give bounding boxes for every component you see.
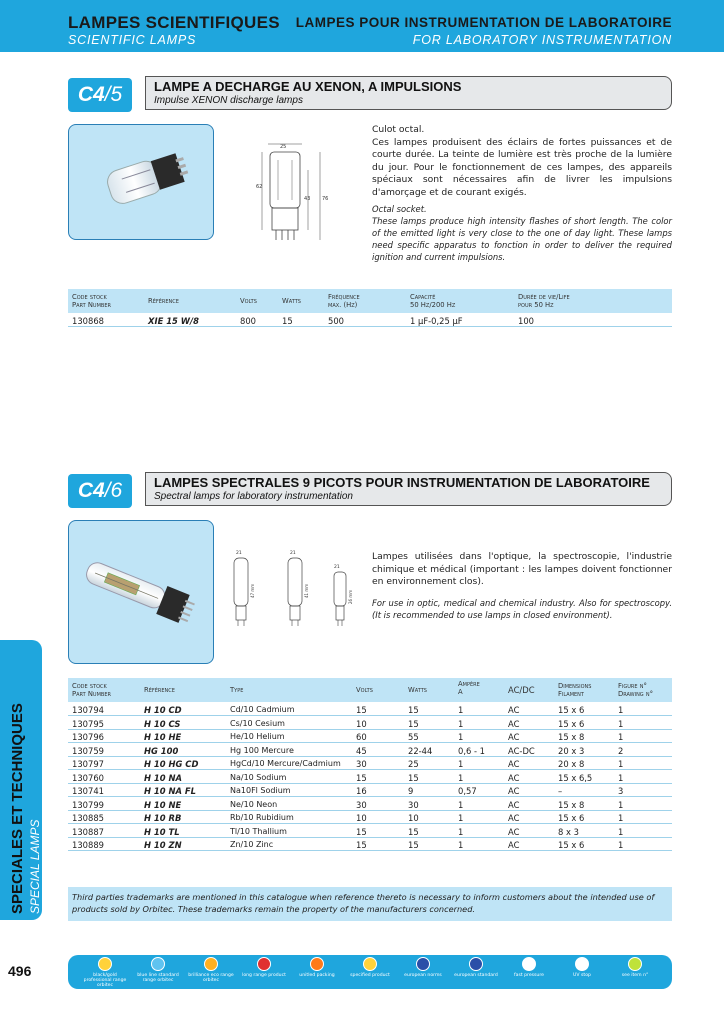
cell-dims: 15 x 6 xyxy=(558,705,585,715)
cell-type: Hg 100 Mercure xyxy=(230,745,294,755)
legend-badge-icon xyxy=(204,957,218,971)
footer-legend-item xyxy=(610,957,660,978)
cell-dims: 8 x 3 xyxy=(558,826,579,837)
cell-fig: 1 xyxy=(618,799,624,810)
cell-ref: H 10 CS xyxy=(144,718,181,729)
th-freq: Fréquence max. (Hz) xyxy=(328,293,360,309)
cell-volts: 60 xyxy=(356,732,367,742)
th-cap: Capacité 50 Hz/200 Hz xyxy=(410,293,456,309)
legend-badge-icon xyxy=(151,957,165,971)
cell-code: 130885 xyxy=(72,813,104,823)
th-ref: Référence xyxy=(148,297,179,305)
header-title-fr: LAMPES SCIENTIFIQUES xyxy=(68,13,280,32)
dim-h1: 62 xyxy=(256,184,263,190)
cell-life: 100 xyxy=(518,316,534,326)
cell-amps: 0,57 xyxy=(458,786,477,796)
product-photo-spectral xyxy=(68,520,214,664)
cell-ref: H 10 NA FL xyxy=(144,786,196,796)
footer-legend-item xyxy=(398,957,448,978)
cell-type: Na/10 Sodium xyxy=(230,772,287,782)
cell-fig: 1 xyxy=(618,826,624,837)
cell-fig: 1 xyxy=(618,813,624,823)
cell-dims: 15 x 6,5 xyxy=(558,772,593,783)
legend-label: black/gold professional range orbitec xyxy=(83,973,127,988)
cell-code: 130889 xyxy=(72,840,104,850)
cell-amps: 1 xyxy=(458,705,464,715)
th-dims: Dimensions Filament xyxy=(558,682,592,698)
cell-dims: 20 x 3 xyxy=(558,745,585,756)
spectral-lamp-image xyxy=(69,521,214,664)
cell-code: 130794 xyxy=(72,705,104,715)
cell-fig: 1 xyxy=(618,732,624,742)
cell-code: 130796 xyxy=(72,732,104,742)
footer-legend-item xyxy=(345,957,395,978)
legend-label: UV stop xyxy=(573,973,591,978)
section-badge-c4-5 xyxy=(68,78,132,112)
desc-fr: Lampes utilisées dans l'optique, la spectroscopie, l'industrie chimique et médical (important : les lampes doivent fonctionner en environnement clos). xyxy=(372,551,672,587)
cell-watts: 30 xyxy=(408,799,419,810)
cell-watts: 15 xyxy=(408,772,419,783)
cell-code: 130795 xyxy=(72,718,104,729)
cell-acdc: AC-DC xyxy=(508,745,535,756)
th-watts: Watts xyxy=(282,297,301,305)
th-fig: Figure n° Drawing n° xyxy=(618,682,653,698)
th-volts: Volts xyxy=(356,686,373,694)
cell-code: 130760 xyxy=(72,772,104,783)
section-title-fr: LAMPE A DECHARGE AU XENON, A IMPULSIONS xyxy=(154,79,462,94)
footer-legend-item xyxy=(557,957,607,978)
cell-amps: 1 xyxy=(458,759,464,769)
cell-amps: 0,6 - 1 xyxy=(458,745,485,756)
dim-width: 25 xyxy=(280,144,287,150)
cell-fig: 1 xyxy=(618,772,624,783)
th-amps: Ampère A xyxy=(458,680,480,696)
section-title-box xyxy=(145,472,672,506)
cell-watts: 10 xyxy=(408,813,419,823)
side-tab-fr: SPECIALES ET TECHNIQUES xyxy=(9,703,26,914)
legend-label: brilliance eco range orbitec xyxy=(188,973,234,983)
footer-legend-item xyxy=(80,957,130,988)
cell-watts: 15 xyxy=(282,316,293,326)
cell-type: He/10 Helium xyxy=(230,732,285,741)
cell-type: Zn/10 Zinc xyxy=(230,840,274,849)
table1-header xyxy=(68,289,672,313)
xenon-technical-drawing xyxy=(246,140,336,256)
desc-fr: Culot octal. Ces lampes produisent des éclairs de fortes puissances et de courte durée. La teinte de lumière est très proche de la lumière du jour. Pour le fonctionnement de ces lampes, des appareils spéciaux sont nécessaires afin de livrer les impulsions d'amorçage et de courant exigés. xyxy=(372,124,672,198)
header-title-en: SCIENTIFIC LAMPS xyxy=(68,33,197,47)
cell-acdc: AC xyxy=(508,786,520,796)
cell-ref: HG 100 xyxy=(144,745,179,756)
table-row xyxy=(68,825,672,838)
cell-dims: 15 x 6 xyxy=(558,813,585,823)
desc-en: Octal socket. These lamps produce high intensity flashes of short length. The color of the emitted light is very close to the one of day light. These lamps need specific apparatus to fonction in order to deliver the required ignition and current impulsions. xyxy=(372,204,672,262)
legend-label: long range product xyxy=(242,973,286,978)
cell-fig: 1 xyxy=(618,718,624,729)
legend-label: european standard xyxy=(454,973,498,978)
cell-dims: 15 x 6 xyxy=(558,840,585,850)
product-photo-xenon xyxy=(68,124,214,240)
legend-label: specified product xyxy=(350,973,390,978)
section-title-en: Spectral lamps for laboratory instrumentation xyxy=(154,491,353,502)
cell-volts: 30 xyxy=(356,759,367,769)
cell-code: 130868 xyxy=(72,316,104,326)
cell-type: Rb/10 Rubidium xyxy=(230,813,294,822)
cell-code: 130887 xyxy=(72,826,104,837)
dim-c: 21 xyxy=(334,565,340,570)
page-header xyxy=(0,0,724,52)
cell-amps: 1 xyxy=(458,826,464,837)
cell-volts: 16 xyxy=(356,786,367,796)
cell-acdc: AC xyxy=(508,759,520,769)
cell-amps: 1 xyxy=(458,718,464,729)
cell-type: Tl/10 Thallium xyxy=(230,826,287,836)
cell-watts: 9 xyxy=(408,786,414,796)
legend-label: unitled packing xyxy=(299,973,335,978)
cell-fig: 1 xyxy=(618,759,624,769)
th-code: Code stock Part Number xyxy=(72,682,111,698)
legend-label: european norms xyxy=(404,973,442,978)
cell-fig: 3 xyxy=(618,786,624,796)
cell-fig: 2 xyxy=(618,745,624,756)
legend-badge-icon xyxy=(363,957,377,971)
table-row xyxy=(68,798,672,811)
side-tab-en: SPECIAL LAMPS xyxy=(28,819,42,914)
legend-badge-icon xyxy=(416,957,430,971)
cell-ref: H 10 HG CD xyxy=(144,759,199,769)
cell-type: HgCd/10 Mercure/Cadmium xyxy=(230,759,341,768)
dim-h2: 43 xyxy=(304,196,311,202)
legend-badge-icon xyxy=(469,957,483,971)
header-subtitle-en: FOR LABORATORY INSTRUMENTATION xyxy=(412,33,672,47)
cell-volts: 30 xyxy=(356,799,367,810)
cell-cap: 1 µF-0,25 µF xyxy=(410,316,463,326)
cell-freq: 500 xyxy=(328,316,344,326)
table-row xyxy=(68,757,672,770)
cell-ref: H 10 HE xyxy=(144,732,182,742)
cell-type: Ne/10 Neon xyxy=(230,799,278,809)
table-row xyxy=(68,811,672,824)
cell-volts: 15 xyxy=(356,772,367,783)
table-row xyxy=(68,314,672,327)
footer-legend-item xyxy=(504,957,554,978)
cell-ref: H 10 RB xyxy=(144,813,182,823)
dim-f: 26 mm xyxy=(348,589,353,604)
legend-label: fast pressure xyxy=(514,973,544,978)
cell-dims: 15 x 6 xyxy=(558,718,585,729)
table-row xyxy=(68,717,672,730)
section-title-en: Impulse XENON discharge lamps xyxy=(154,95,303,106)
badge-num: /6 xyxy=(104,479,123,502)
section2-description xyxy=(372,551,672,621)
cell-acdc: AC xyxy=(508,799,520,810)
th-acdc: AC/DC xyxy=(508,685,535,695)
legend-badge-icon xyxy=(628,957,642,971)
th-life: Durée de vie/Life pour 50 Hz xyxy=(518,293,570,309)
legend-label: see item n° xyxy=(621,973,649,978)
footer-legend-bar xyxy=(68,955,672,989)
cell-code: 130741 xyxy=(72,786,104,796)
cell-volts: 15 xyxy=(356,826,367,837)
badge-code: C4 xyxy=(77,479,105,502)
cell-watts: 15 xyxy=(408,705,419,715)
legend-badge-icon xyxy=(522,957,536,971)
cell-ref: H 10 NA xyxy=(144,772,182,783)
table-row xyxy=(68,838,672,851)
footer-legend-item xyxy=(292,957,342,978)
page-number: 496 xyxy=(8,963,32,979)
badge-code: C4 xyxy=(77,83,105,106)
cell-code: 130797 xyxy=(72,759,104,769)
cell-volts: 800 xyxy=(240,316,256,326)
th-ref: Référence xyxy=(144,686,175,694)
cell-amps: 1 xyxy=(458,732,464,742)
th-watts: Watts xyxy=(408,686,427,694)
footer-legend-item xyxy=(451,957,501,978)
section-badge-c4-6 xyxy=(68,474,132,508)
cell-dims: 15 x 8 xyxy=(558,799,585,810)
cell-ref: H 10 TL xyxy=(144,826,180,837)
cell-type: Cd/10 Cadmium xyxy=(230,705,295,714)
legend-badge-icon xyxy=(310,957,324,971)
legend-badge-icon xyxy=(575,957,589,971)
cell-code: 130799 xyxy=(72,799,104,810)
cell-ref: XIE 15 W/8 xyxy=(148,316,199,326)
cell-code: 130759 xyxy=(72,745,104,756)
footer-legend-item xyxy=(239,957,289,978)
cell-volts: 15 xyxy=(356,705,367,715)
legend-badge-icon xyxy=(257,957,271,971)
spectral-technical-drawings xyxy=(224,548,364,634)
cell-type: Na10Fl Sodium xyxy=(230,786,291,795)
side-category-tab xyxy=(0,640,42,920)
cell-watts: 15 xyxy=(408,826,419,837)
cell-acdc: AC xyxy=(508,840,520,850)
footer-legend-item xyxy=(133,957,183,983)
cell-volts: 45 xyxy=(356,745,367,756)
cell-acdc: AC xyxy=(508,705,520,715)
desc-en: For use in optic, medical and chemical industry. Also for spectroscopy. (It is recommended to use lamps in closed environment). xyxy=(372,597,672,620)
dim-e: 41 mm xyxy=(304,583,309,598)
legend-badge-icon xyxy=(98,957,112,971)
cell-volts: 10 xyxy=(356,718,367,729)
table-row xyxy=(68,703,672,716)
th-volts: Volts xyxy=(240,297,257,305)
footer-legend-item xyxy=(186,957,236,983)
cell-dims: – xyxy=(558,786,563,796)
table-row xyxy=(68,744,672,757)
section-title-fr: LAMPES SPECTRALES 9 PICOTS POUR INSTRUMENTATION DE LABORATOIRE xyxy=(154,475,650,490)
cell-amps: 1 xyxy=(458,772,464,783)
table-row xyxy=(68,730,672,743)
cell-ref: H 10 CD xyxy=(144,705,182,715)
th-type: Type xyxy=(230,686,244,694)
legend-label: blue line standard range orbitec xyxy=(137,973,179,983)
section1-description xyxy=(372,124,672,263)
xenon-lamp-image xyxy=(69,125,214,240)
table-row xyxy=(68,771,672,784)
cell-volts: 10 xyxy=(356,813,367,823)
cell-amps: 1 xyxy=(458,840,464,850)
dim-d: 47 mm xyxy=(250,583,255,598)
table-row xyxy=(68,784,672,797)
th-code: Code stock Part Number xyxy=(72,293,111,309)
cell-acdc: AC xyxy=(508,732,520,742)
header-subtitle-fr: LAMPES POUR INSTRUMENTATION DE LABORATOIRE xyxy=(295,15,672,30)
dim-b: 21 xyxy=(290,551,296,556)
cell-watts: 22-44 xyxy=(408,745,433,756)
cell-amps: 1 xyxy=(458,799,464,810)
cell-dims: 20 x 8 xyxy=(558,759,585,769)
cell-ref: H 10 NE xyxy=(144,799,182,810)
cell-ref: H 10 ZN xyxy=(144,840,182,850)
cell-acdc: AC xyxy=(508,826,520,837)
cell-amps: 1 xyxy=(458,813,464,823)
cell-acdc: AC xyxy=(508,813,520,823)
cell-watts: 15 xyxy=(408,718,419,729)
dim-a: 21 xyxy=(236,551,242,556)
cell-fig: 1 xyxy=(618,840,624,850)
cell-volts: 15 xyxy=(356,840,367,850)
cell-watts: 55 xyxy=(408,732,419,742)
cell-type: Cs/10 Cesium xyxy=(230,718,285,728)
badge-num: /5 xyxy=(104,83,123,106)
section-title-box xyxy=(145,76,672,110)
table2-header xyxy=(68,678,672,702)
cell-acdc: AC xyxy=(508,718,520,729)
cell-dims: 15 x 8 xyxy=(558,732,585,742)
trademark-note: Third parties trademarks are mentioned in this catalogue when reference thereto is necessary to inform customers about the intended use of products sold by Orbitec. These trademarks remain the property of the manufacturers concerned. xyxy=(68,887,672,921)
cell-watts: 25 xyxy=(408,759,419,769)
dim-h3: 76 xyxy=(322,196,329,202)
cell-watts: 15 xyxy=(408,840,419,850)
cell-acdc: AC xyxy=(508,772,520,783)
cell-fig: 1 xyxy=(618,705,624,715)
